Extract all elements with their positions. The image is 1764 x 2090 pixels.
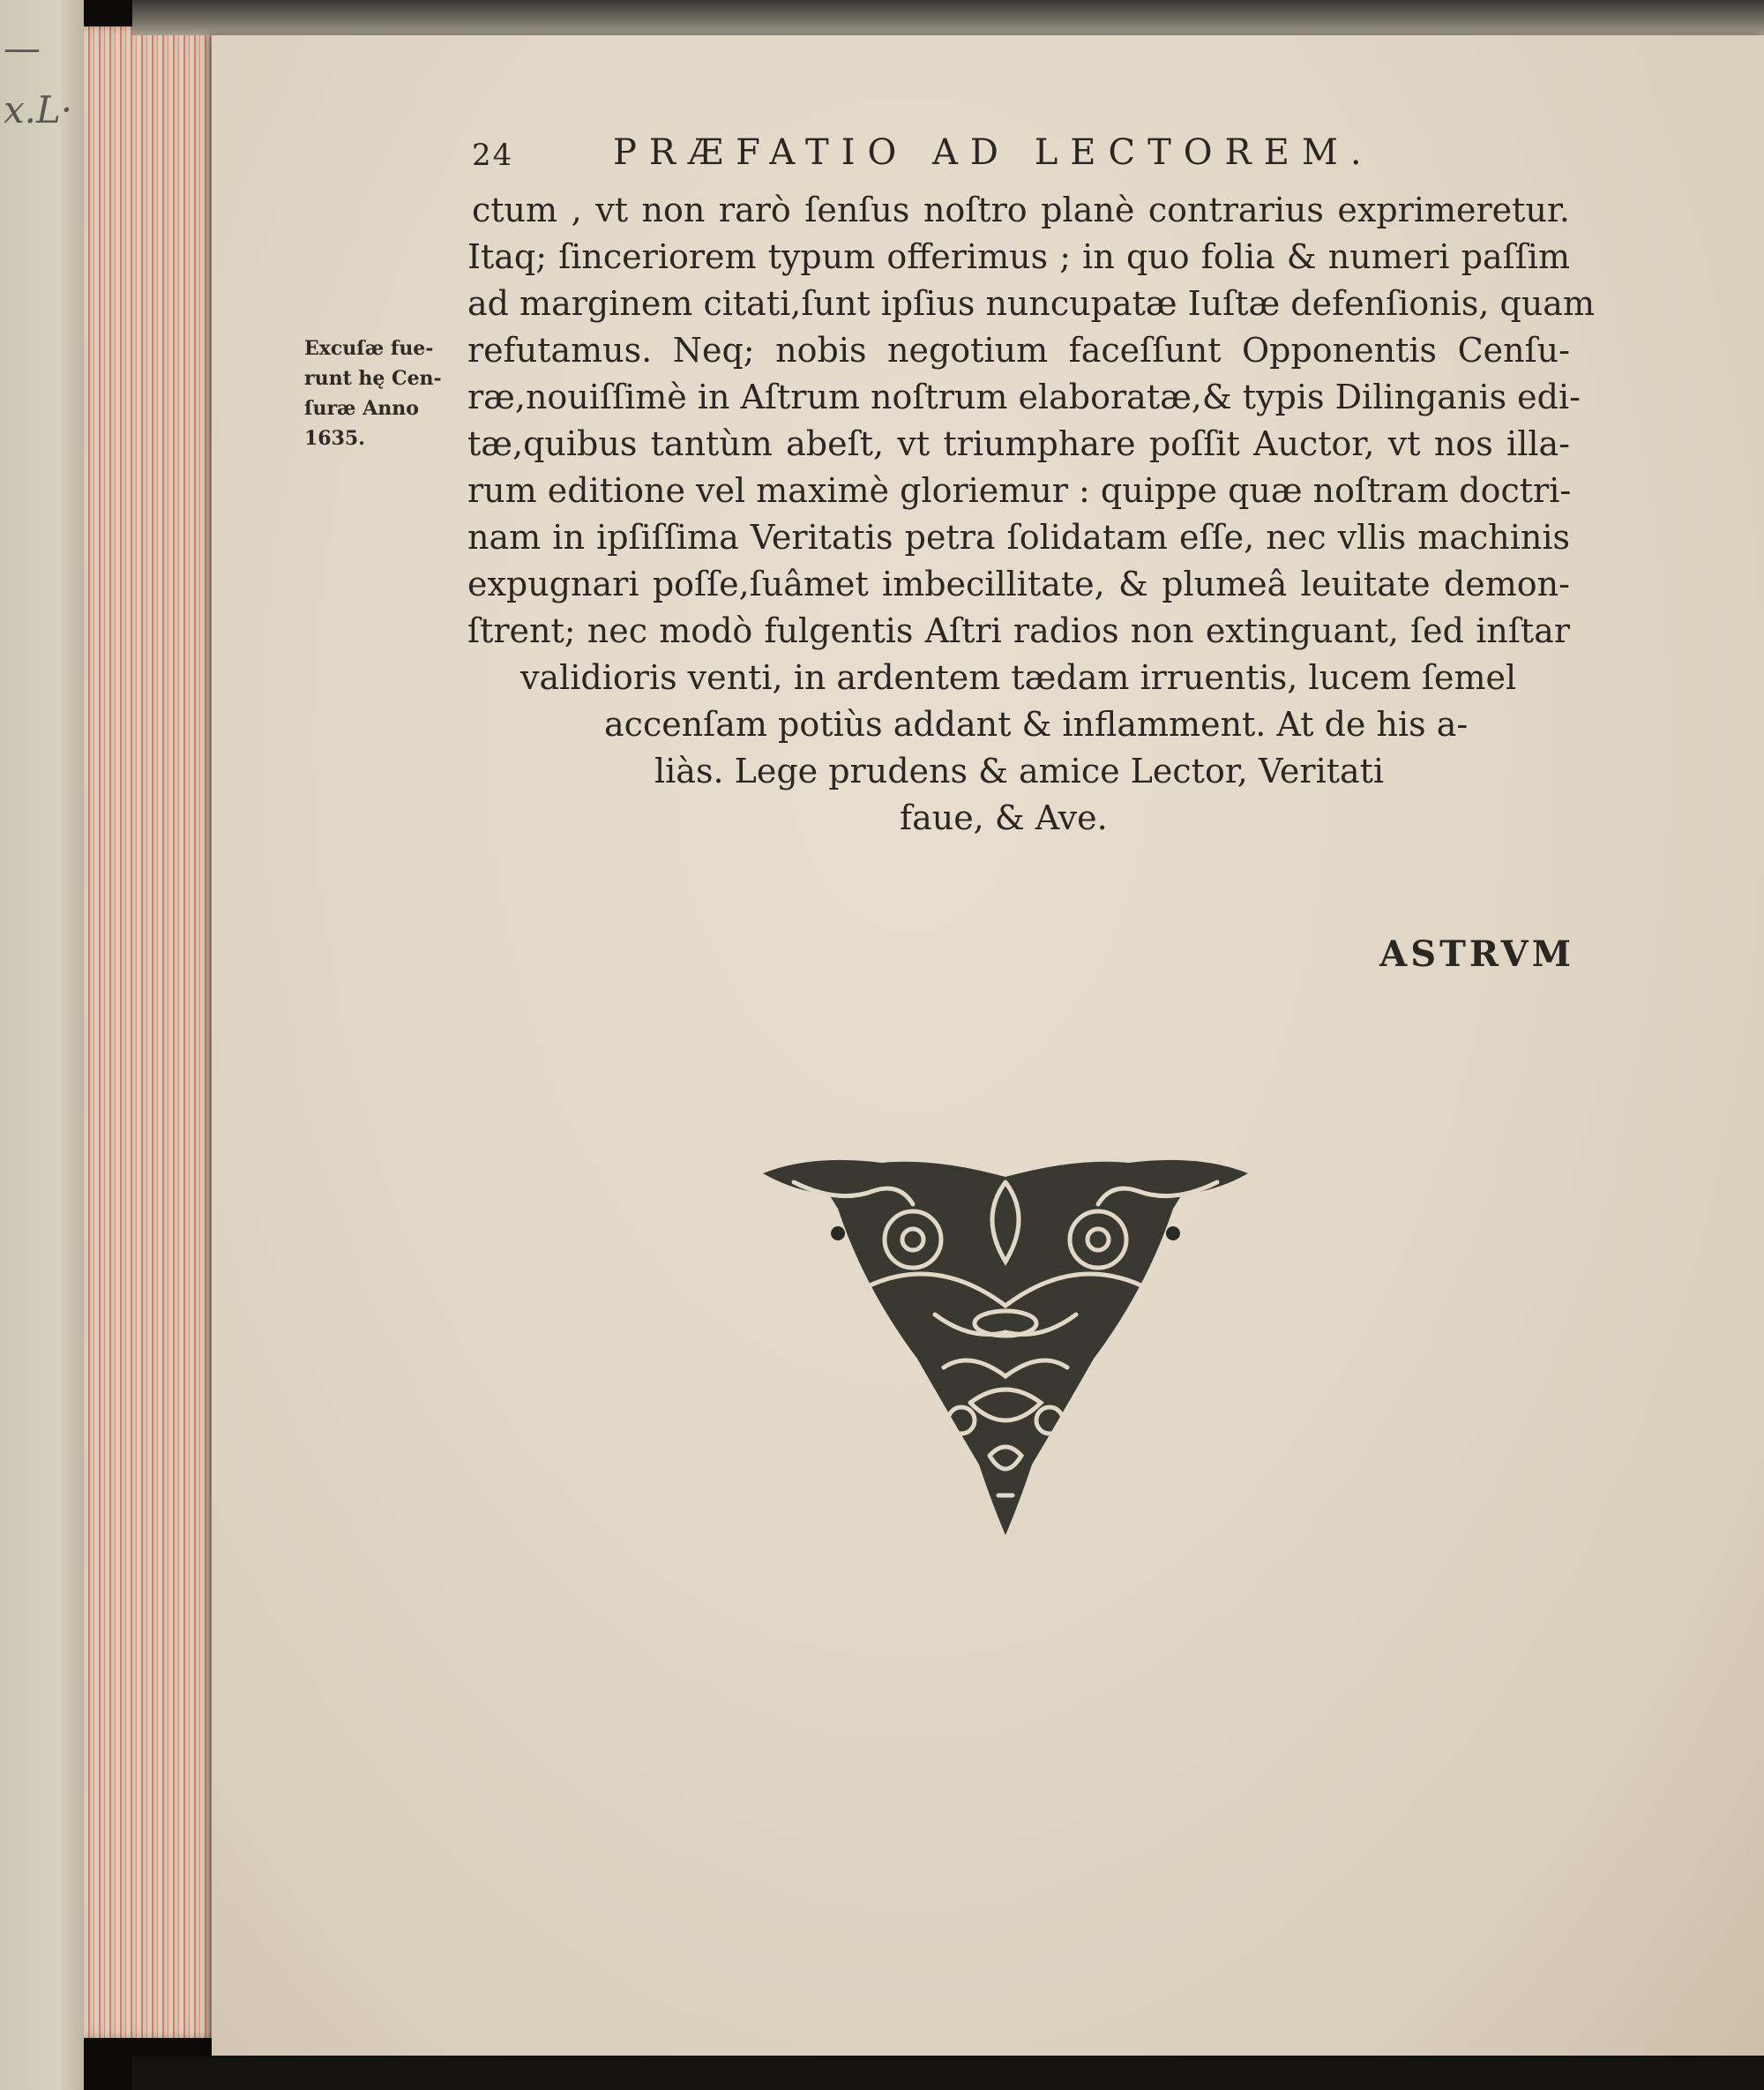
left-page-edge	[0, 0, 84, 2090]
running-title: PRÆFATIO AD LECTOREM.	[613, 132, 1374, 173]
margin-note	[304, 333, 463, 453]
floral-tailpiece-ornament-icon	[759, 1156, 1252, 1544]
left-page-scribble: x.L·	[4, 88, 73, 131]
text-line: ſtrent; nec modò fulgentis Aſtri radios non extinguant, ſed inſtar	[467, 611, 1570, 650]
text-line: rum editione vel maximè gloriemur : quippe quæ noſtram doctri-	[467, 471, 1572, 510]
text-line: Itaq; ſinceriorem typum offerimus ; in quo folia & numeri paſſim	[467, 237, 1570, 276]
book-top-edge	[132, 0, 1764, 35]
text-line: faue, & Ave.	[900, 798, 1108, 837]
running-header	[472, 132, 1442, 185]
margin-note-line: ſuræ Anno	[304, 397, 419, 420]
text-line: validioris venti, in ardentem tædam irruentis, lucem ſemel	[520, 658, 1517, 697]
text-line: ad marginem citati,ſunt ipſius nuncupatæ Iuſtæ defenſionis, quam	[467, 284, 1595, 323]
text-line: ctum , vt non rarò ſenſus noſtro planè contrarius exprimeretur.	[472, 191, 1570, 229]
text-line: liàs. Lege prudens & amice Lector, Veritati	[654, 752, 1385, 790]
margin-note-line: Excuſæ fue-	[304, 337, 434, 360]
catchword: ASTRVM	[1379, 933, 1574, 975]
text-line: nam in ipſiſſima Veritatis petra ſolidatam eſſe, nec vllis machinis	[467, 518, 1570, 557]
margin-note-line: 1635.	[304, 427, 365, 450]
text-line: refutamus. Neq; nobis negotium faceſſunt Opponentis Cenſu-	[467, 331, 1570, 370]
page-stack-edges	[84, 26, 216, 2038]
text-line: accenſam potiùs addant & inflamment. At de his a-	[604, 705, 1469, 744]
left-page-scribble: —	[4, 26, 41, 70]
text-line: expugnari poſſe,ſuâmet imbecillitate, & plumeâ leuitate demon-	[467, 565, 1570, 603]
text-line: ræ,nouiſſimè in Aſtrum noſtrum elaboratæ,& typis Dilinganis edi-	[467, 378, 1581, 416]
book-bottom-edge	[132, 2056, 1764, 2090]
body-text	[467, 187, 1595, 842]
margin-note-line: runt hę Cen-	[304, 367, 442, 390]
text-line: tæ,quibus tantùm abeſt, vt triumphare poſſit Auctor, vt nos illa-	[467, 424, 1570, 463]
page-number: 24	[472, 138, 514, 173]
